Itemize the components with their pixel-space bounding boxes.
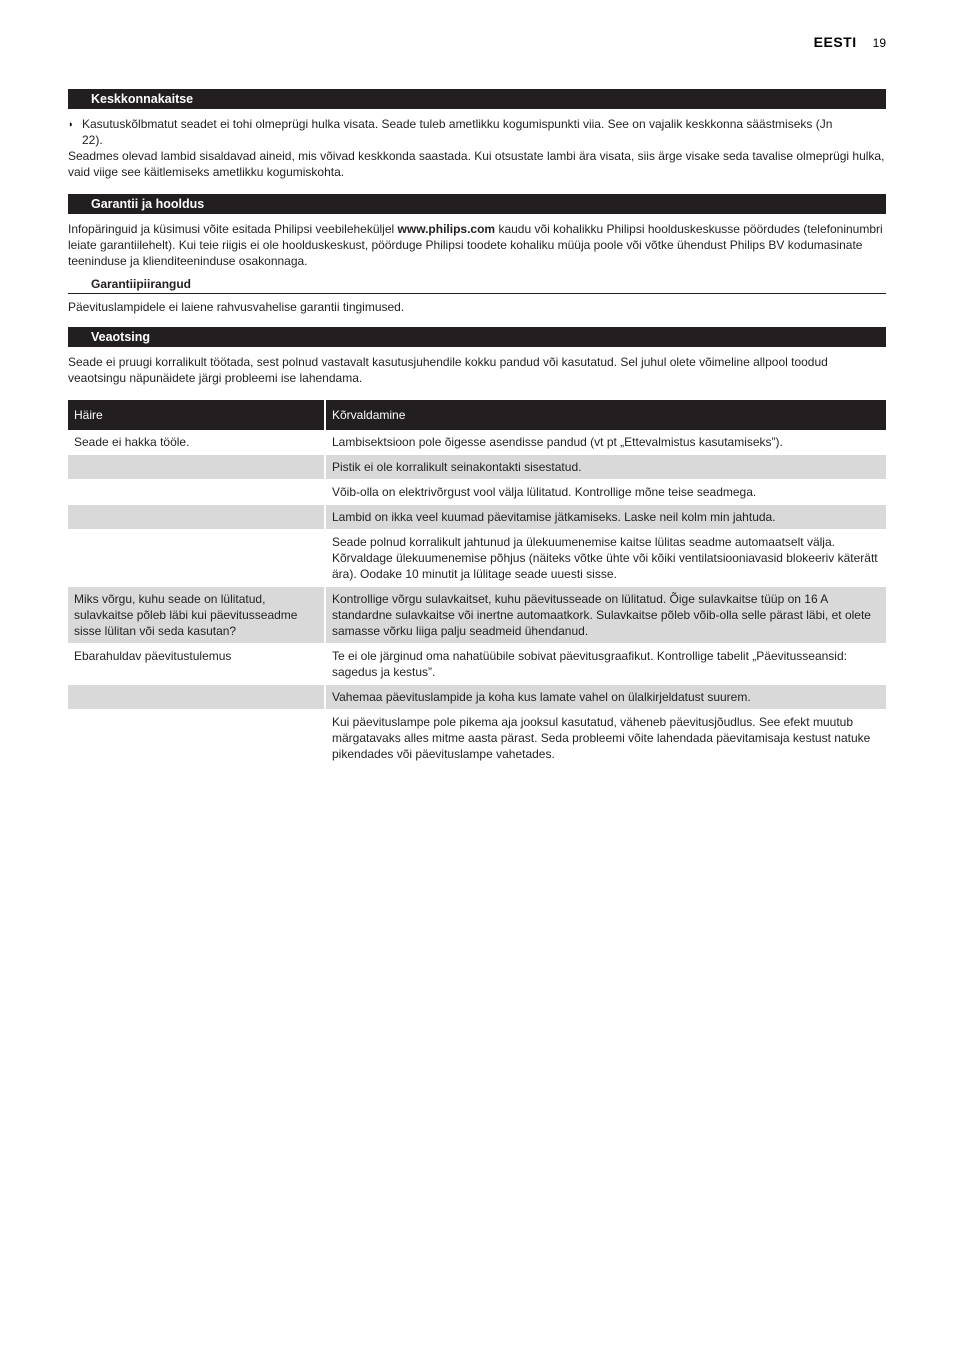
table-row xyxy=(68,480,886,505)
page-content xyxy=(68,89,886,767)
section-heading-environment: Keskkonnakaitse xyxy=(68,89,886,109)
solution-cell: Võib-olla on elektrivõrgust vool välja lülitatud. Kontrollige mõne teise seadmega. xyxy=(325,480,886,505)
restrictions-paragraph: Päevituslampidele ei laiene rahvusvahelise garantii tingimused. xyxy=(68,300,405,314)
table-row xyxy=(68,530,886,587)
problem-cell xyxy=(68,710,325,767)
environment-paragraph: Seadmes olevad lambid sisaldavad aineid, mis võivad keskkonda saastada. Kui otsustate lambi ära visata, siis ärge visake seda tavalise olmeprügi hulka, vaid viige see käitlemiseks ametlikku kogumiskohta. xyxy=(68,149,885,179)
problem-cell xyxy=(68,455,325,480)
solution-cell: Lambisektsioon pole õigesse asendisse pandud (vt pt „Ettevalmistus kasutamiseks”). xyxy=(325,430,886,455)
table-row xyxy=(68,644,886,685)
solution-cell: Kui päevituslampe pole pikema aja jooksul kasutatud, väheneb päevitusjõudlus. See efekt muutub märgatavaks alles mitme aasta pärast. Seda probleemi võite lahendada päevitamisaja kestust natuke pikendades või päevituslampe vahetades. xyxy=(325,710,886,767)
section-heading-guarantee: Garantii ja hooldus xyxy=(68,194,886,214)
problem-cell xyxy=(68,530,325,587)
language-label: EESTI xyxy=(813,34,857,50)
table-row xyxy=(68,455,886,480)
solution-cell: Pistik ei ole korralikult seinakontakti sisestatud. xyxy=(325,455,886,480)
table-row xyxy=(68,430,886,455)
solution-cell: Lambid on ikka veel kuumad päevitamise jätkamiseks. Laske neil kolm min jahtuda. xyxy=(325,505,886,530)
problem-cell: Seade ei hakka tööle. xyxy=(68,430,325,455)
bullet-text: Kasutuskõlbmatut seadet ei tohi olmeprügi hulka visata. Seade tuleb ametlikku kogumispunkti viia. See on vajalik keskkonna säästmiseks (Jn 22). xyxy=(82,117,833,147)
problem-cell xyxy=(68,505,325,530)
problem-cell: Ebarahuldav päevitustulemus xyxy=(68,644,325,685)
guarantee-paragraph xyxy=(68,221,886,269)
problem-cell xyxy=(68,480,325,505)
solution-cell: Seade polnud korralikult jahtunud ja ülekuumenemise kaitse lülitas seadme automaatselt välja. Kõrvaldage ülekuumenemise põhjus (näiteks võtke ühte või kõiki ventilatsiooniavasid blokeeriv käterätt ära). Oodake 10 minutit ja lülitage seade uuesti sisse. xyxy=(325,530,886,587)
page-header xyxy=(814,34,886,50)
table-row xyxy=(68,685,886,710)
column-header-problem: Häire xyxy=(68,400,325,430)
solution-cell: Kontrollige võrgu sulavkaitset, kuhu päevitusseade on lülitatud. Õige sulavkaitse tüüp on 16 A standardne sulavkaitse või inertne automaatkork. Sulavkaitse põleb võib-olla selle pärast läbi, et olete samasse võrku liiga palju seadmeid ühendanud. xyxy=(325,587,886,644)
guarantee-text-before: Infopäringuid ja küsimusi võite esitada Philipsi veebileheküljel xyxy=(68,222,398,236)
bullet-arrow-icon: ◗ xyxy=(68,119,74,129)
list-item xyxy=(68,116,886,148)
column-header-solution: Kõrvaldamine xyxy=(325,400,886,430)
subheading-guarantee-restrictions: Garantiipiirangud xyxy=(68,276,886,294)
section-heading-troubleshooting: Veaotsing xyxy=(68,327,886,347)
philips-website-link[interactable]: www.philips.com xyxy=(397,222,496,236)
solution-cell: Te ei ole järginud oma nahatüübile sobivat päevitusgraafikut. Kontrollige tabelit „Päevitusseansid: sagedus ja kestus”. xyxy=(325,644,886,685)
table-row xyxy=(68,710,886,767)
troubleshooting-table xyxy=(68,400,886,767)
problem-cell: Miks võrgu, kuhu seade on lülitatud, sulavkaitse põleb läbi kui päevitusseadme sisse lülitan või seda kasutan? xyxy=(68,587,325,644)
table-row xyxy=(68,587,886,644)
table-row xyxy=(68,505,886,530)
table-header-row xyxy=(68,400,886,430)
troubleshooting-intro: Seade ei pruugi korralikult töötada, sest polnud vastavalt kasutusjuhendile kokku pandud või kasutatud. Sel juhul olete võimeline allpool toodud veaotsingu näpunäidete järgi probleemi ise lahendama. xyxy=(68,355,828,385)
problem-cell xyxy=(68,685,325,710)
guarantee-text-after: kaudu või kohalikku Philipsi hoolduskeskusse pöördudes (telefoninumbri leiate garantiilehelt). Kui teie riigis ei ole hoolduskeskust, pöörduge Philipsi toodete kohaliku müüja poole või võtke ühendust Philips BV kodumasinate teeninduse ja klienditeeninduse osakonnaga. xyxy=(68,222,883,268)
page-number: 19 xyxy=(872,36,886,50)
solution-cell: Vahemaa päevituslampide ja koha kus lamate vahel on ülalkirjeldatust suurem. xyxy=(325,685,886,710)
